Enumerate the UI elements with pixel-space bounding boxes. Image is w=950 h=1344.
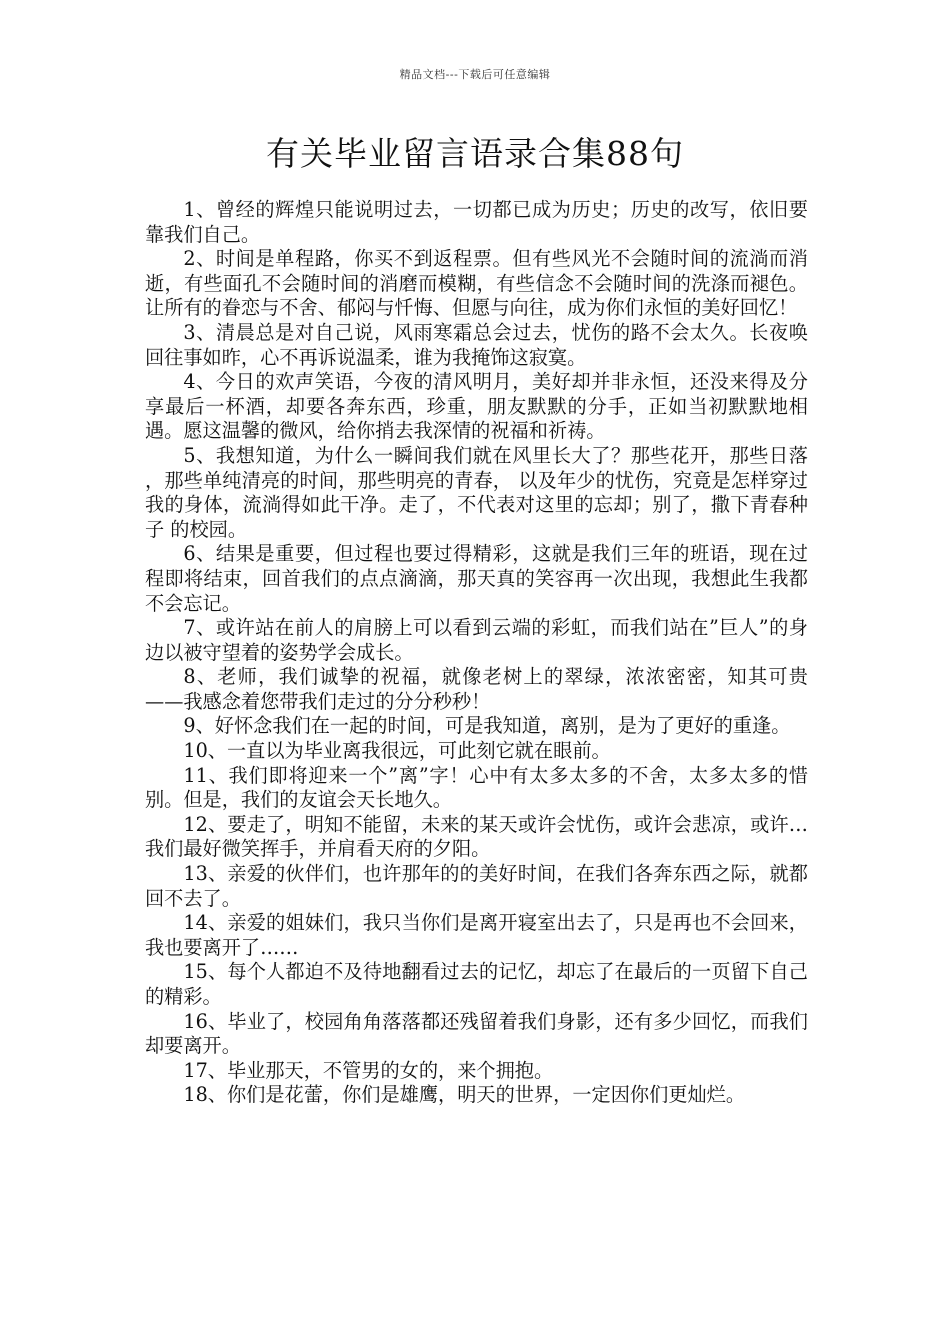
document-body (145, 198, 808, 1108)
paragraph-3: 3、清晨总是对自己说，风雨寒霜总会过去，忧伤的路不会太久。长夜唤回往事如昨，心不再诉说温柔，谁为我掩饰这寂寞。 (145, 320, 808, 369)
paragraph-1: 1、曾经的辉煌只能说明过去，一切都已成为历史；历史的改写，依旧要靠我们自己。 (145, 198, 808, 246)
paragraph-14: 14、亲爱的姐妹们，我只当你们是离开寝室出去了，只是再也不会回来，我也要离开了…… (145, 911, 808, 959)
document-title: 有关毕业留言语录合集88句 (266, 134, 684, 173)
paragraph-12: 12、要走了，明知不能留，未来的某天或许会忧伤，或许会悲凉，或许…我们最好微笑挥手，并肩看天府的夕阳。 (145, 812, 808, 861)
paragraph-18: 18、你们是花蕾，你们是雄鹰，明天的世界，一定因你们更灿烂。 (183, 1083, 746, 1107)
paragraph-6: 6、结果是重要，但过程也要过得精彩，这就是我们三年的班语，现在过程即将结束，回首我们的点点滴滴，那天真的笑容再一次出现，我想此生我都不会忘记。 (145, 542, 808, 615)
paragraph-2: 2、时间是单程路，你买不到返程票。但有些风光不会随时间的流淌而消逝，有些面孔不会随时间的消磨而模糊，有些信念不会随时间的洗涤而褪色。让所有的眷恋与不舍、郁闷与忏悔、但愿与向往，成为你们永恒的美好回忆！ (145, 247, 808, 320)
paragraph-10: 10、一直以为毕业离我很远，可此刻它就在眼前。 (183, 739, 611, 763)
paragraph-4: 4、今日的欢声笑语，今夜的清风明月，美好却并非永恒，还没来得及分享最后一杯酒，却要各奔东西，珍重，朋友默默的分手，正如当初默默地相遇。愿这温馨的微风，给你捎去我深情的祝福和祈祷。 (145, 370, 808, 443)
paragraph-7: 7、或许站在前人的肩膀上可以看到云端的彩虹，而我们站在”巨人”的身边以被守望着的姿势学会成长。 (145, 616, 808, 664)
paragraph-13: 13、亲爱的伙伴们，也许那年的的美好时间，在我们各奔东西之际，就都回不去了。 (145, 862, 808, 910)
paragraph-9: 9、好怀念我们在一起的时间，可是我知道，离别，是为了更好的重逢。 (183, 714, 791, 738)
paragraph-5: 5、我想知道，为什么一瞬间我们就在风里长大了？那些花开，那些日落 ，那些单纯清亮的时间，那些明亮的青春， 以及年少的忧伤，究竟是怎样穿过我的身体，流淌得如此干净。走了，不代表对这里的忘却；别了，撒下青春种子 的校园。 (145, 443, 808, 541)
paragraph-17: 17、毕业那天，不管男的女的，来个拥抱。 (183, 1058, 554, 1082)
header-note: 精品文档---下载后可任意编辑 (399, 68, 551, 81)
paragraph-15: 15、每个人都迫不及待地翻看过去的记忆，却忘了在最后的一页留下自己的精彩。 (145, 960, 808, 1008)
paragraph-8: 8、老师，我们诚挚的祝福，就像老树上的翠绿，浓浓密密，知其可贵——我感念着您带我们走过的分分秒秒！ (145, 665, 808, 713)
paragraph-11: 11、我们即将迎来一个”离”字！心中有太多太多的不舍，太多太多的惜别。但是，我们的友谊会天长地久。 (145, 763, 808, 812)
paragraph-16: 16、毕业了，校园角角落落都还残留着我们身影，还有多少回忆，而我们却要离开。 (145, 1009, 808, 1058)
